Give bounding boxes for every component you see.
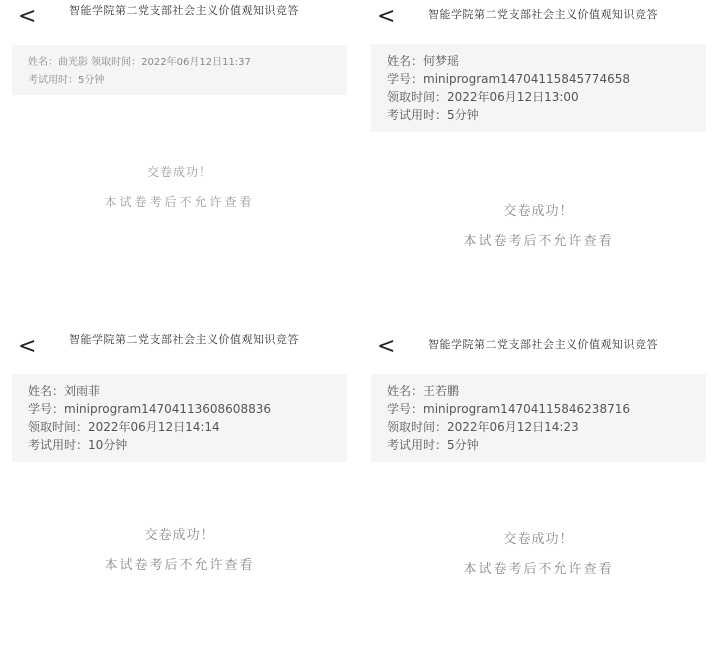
exam-info-card	[12, 45, 347, 95]
no-review-note: 本试卷考后不允许查看	[104, 195, 255, 209]
info-line: 考试用时：5分钟	[28, 75, 105, 86]
no-review-note: 本试卷考后不允许查看	[463, 562, 614, 577]
exam-result-panel-1	[0, 0, 359, 330]
exam-result-panel-3	[0, 330, 359, 660]
no-review-note: 本试卷考后不允许查看	[463, 234, 614, 249]
info-line: 姓名：刘雨菲	[28, 384, 101, 398]
nav-header	[359, 0, 718, 40]
info-line: 领取时间：2022年06月12日14:14	[28, 420, 220, 434]
info-line: 考试用时：10分钟	[28, 438, 128, 452]
info-line: 领取时间：2022年06月12日13:00	[387, 90, 579, 104]
page-title: 智能学院第二党支部社会主义价值观知识竞答	[69, 333, 299, 346]
page-title: 智能学院第二党支部社会主义价值观知识竞答	[69, 4, 299, 17]
nav-header	[0, 330, 359, 370]
no-review-note: 本试卷考后不允许查看	[104, 558, 255, 573]
exam-info-card	[371, 44, 706, 132]
info-line: 学号：miniprogram14704115846238716	[387, 402, 630, 416]
info-line: 学号：miniprogram14704113608608836	[28, 402, 271, 416]
info-line: 领取时间：2022年06月12日14:23	[387, 420, 579, 434]
exam-info-card	[12, 374, 347, 462]
info-line: 姓名：曲光影 领取时间：2022年06月12日11:37	[28, 57, 251, 68]
info-line: 姓名：王若鹏	[387, 384, 460, 398]
back-icon[interactable]: <	[377, 4, 396, 29]
submit-success-text: 交卷成功！	[144, 528, 215, 543]
info-line: 考试用时：5分钟	[387, 438, 479, 452]
submit-success-text: 交卷成功！	[146, 165, 212, 179]
nav-header	[0, 0, 359, 40]
exam-result-panel-2	[359, 0, 718, 330]
page-title: 智能学院第二党支部社会主义价值观知识竞答	[428, 8, 658, 21]
exam-info-card	[371, 374, 706, 462]
back-icon[interactable]: <	[377, 334, 396, 359]
back-icon[interactable]: <	[18, 334, 37, 359]
info-line: 姓名：何梦瑶	[387, 54, 460, 68]
exam-result-panel-4	[359, 330, 718, 661]
info-line: 考试用时：5分钟	[387, 108, 479, 122]
submit-success-text: 交卷成功！	[503, 204, 574, 219]
info-line: 学号：miniprogram14704115845774658	[387, 72, 630, 86]
page-title: 智能学院第二党支部社会主义价值观知识竞答	[428, 338, 658, 351]
nav-header	[359, 330, 718, 370]
submit-success-text: 交卷成功！	[503, 532, 574, 547]
back-icon[interactable]: <	[18, 4, 37, 29]
